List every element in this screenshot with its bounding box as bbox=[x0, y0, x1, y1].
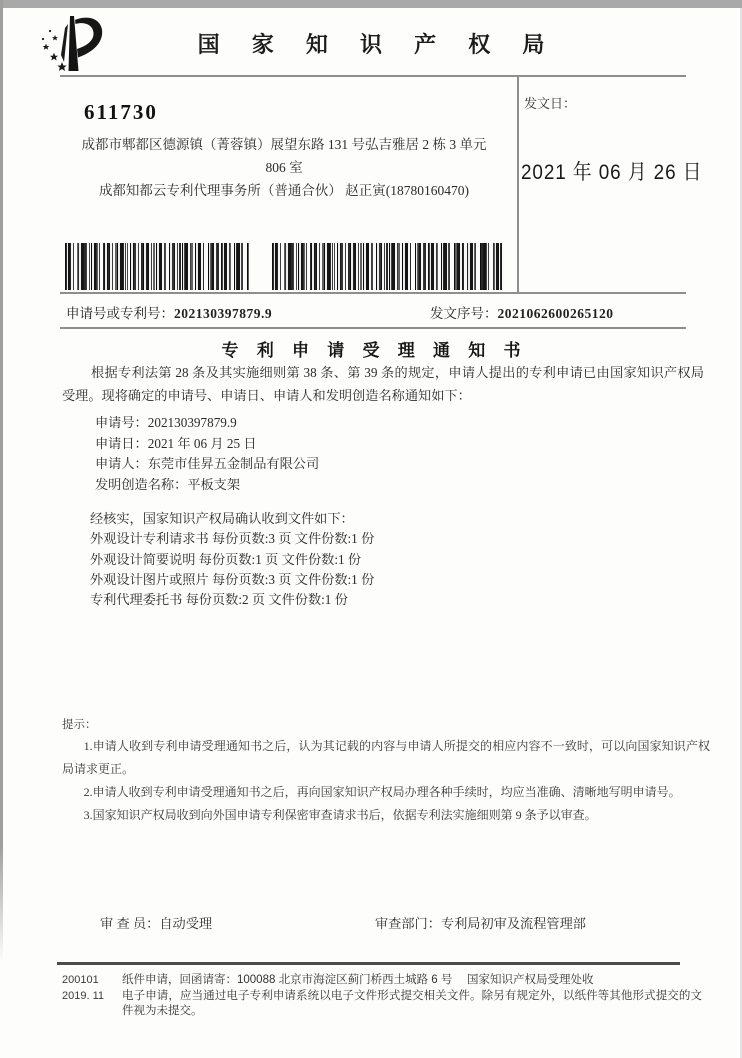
field-value: 东莞市佳昇五金制品有限公司 bbox=[147, 456, 320, 471]
field-label: 申请日： bbox=[95, 435, 148, 451]
address-line-2: 806 室 bbox=[265, 160, 303, 175]
serial-number-label: 发文序号： bbox=[430, 306, 498, 321]
document-item: 外观设计专利请求书 每份页数:3 页 文件份数:1 份 bbox=[90, 531, 375, 547]
tip-item-2: 2.申请人收到专利申请受理通知书之后，再向国家知识产权局办理各种手续时，均应当准确、清晰地写明申请号。 bbox=[83, 785, 681, 799]
recipient-address bbox=[58, 133, 510, 202]
footer-code: 200101 bbox=[62, 974, 99, 986]
application-number-label: 申请号或专利号： bbox=[66, 306, 174, 321]
field-application-number bbox=[95, 413, 319, 434]
footer-rule bbox=[57, 962, 680, 965]
department-value: 专利局初审及流程管理部 bbox=[440, 916, 586, 931]
tip-item-3: 3.国家知识产权局收到向外国申请专利保密审查请求书后，依据专利法实施细则第 9 条予以审查。 bbox=[83, 808, 597, 822]
scan-edge-top bbox=[0, 0, 742, 8]
field-value: 平板支架 bbox=[187, 476, 241, 492]
barcode-right bbox=[272, 243, 504, 290]
footer-code: 2019. 11 bbox=[62, 989, 105, 1002]
serial-number-value: 2021062600265120 bbox=[497, 306, 614, 321]
field-filing-date bbox=[95, 434, 319, 455]
document-item: 专利代理委托书 每份页数:2 页 文件份数:1 份 bbox=[90, 592, 348, 608]
field-applicant bbox=[95, 454, 319, 475]
document-item: 外观设计简要说明 每份页数:1 页 文件份数:1 份 bbox=[90, 551, 362, 567]
document-item: 外观设计图片或照片 每份页数:3 页 文件份数:1 份 bbox=[90, 571, 375, 587]
serial-number-row bbox=[430, 302, 614, 322]
department-label: 审查部门： bbox=[375, 916, 441, 931]
footer-notes bbox=[122, 973, 702, 1020]
vertical-divider bbox=[517, 75, 519, 294]
org-title: 国 家 知 识 产 权 局 bbox=[197, 32, 558, 57]
rule-below-ref-row bbox=[60, 327, 686, 329]
field-value: 202130397879.9 bbox=[147, 415, 237, 430]
footer-form-codes bbox=[62, 973, 104, 1004]
address-line-1: 成都市郫都区德源镇（菁蓉镇）展望东路 131 号弘吉雅居 2 栋 3 单元 bbox=[81, 137, 487, 152]
application-fields bbox=[95, 413, 319, 495]
received-intro: 经核实，国家知识产权局确认收到文件如下： bbox=[90, 511, 354, 526]
examiner-label: 审 查 员： bbox=[100, 916, 160, 931]
notice-title: 专 利 申 请 受 理 通 知 书 bbox=[221, 341, 528, 360]
scan-edge-left bbox=[0, 0, 3, 962]
tips-list bbox=[62, 735, 710, 827]
tip-item-1: 1.申请人收到专利申请受理通知书之后，认为其记载的内容与申请人所提交的相应内容不一致时，可以向国家知识产权局请求更正。 bbox=[62, 739, 710, 776]
examiner-value: 自动受理 bbox=[159, 916, 213, 931]
footer-note-paper: 纸件申请，回函请寄：100088 北京市海淀区蓟门桥西土城路 6 号 国家知识产权局受理处收 bbox=[122, 974, 594, 986]
application-number-row bbox=[66, 302, 272, 322]
barcode-left bbox=[65, 243, 249, 290]
field-value: 2021 年 06 月 25 日 bbox=[147, 435, 257, 451]
issue-date-label: 发文日： bbox=[524, 96, 577, 111]
received-documents bbox=[90, 509, 374, 610]
notice-paragraph: 根据专利法第 28 条及其实施细则第 38 条、第 39 条的规定，申请人提出的专利申请已由国家知识产权局受理。现将确定的申请号、申请日、申请人和发明创造名称通知如下： bbox=[62, 365, 704, 403]
field-label: 申请号： bbox=[95, 415, 148, 430]
tips-label: 提示： bbox=[62, 719, 97, 731]
field-label: 申请人： bbox=[95, 456, 148, 471]
recipient-postal-code: 611730 bbox=[84, 100, 158, 124]
department-row bbox=[375, 913, 586, 932]
field-invention-title bbox=[95, 475, 319, 496]
footer-note-electronic: 电子申请，应当通过电子专利申请系统以电子文件形式提交相关文件。除另有规定外，以纸件等其他形式提交的文件视为未提交。 bbox=[122, 989, 702, 1017]
header-rule bbox=[60, 75, 686, 77]
examiner-row bbox=[100, 913, 212, 932]
application-number-value: 202130397879.9 bbox=[174, 306, 273, 321]
rule-above-ref-row bbox=[60, 292, 686, 294]
agency-line: 成都知都云专利代理事务所（普通合伙） 赵正寅(18780160470) bbox=[98, 183, 470, 198]
issue-date-value: 2021 年 06 月 26 日 bbox=[521, 161, 703, 184]
field-label: 发明创造名称： bbox=[95, 476, 188, 492]
